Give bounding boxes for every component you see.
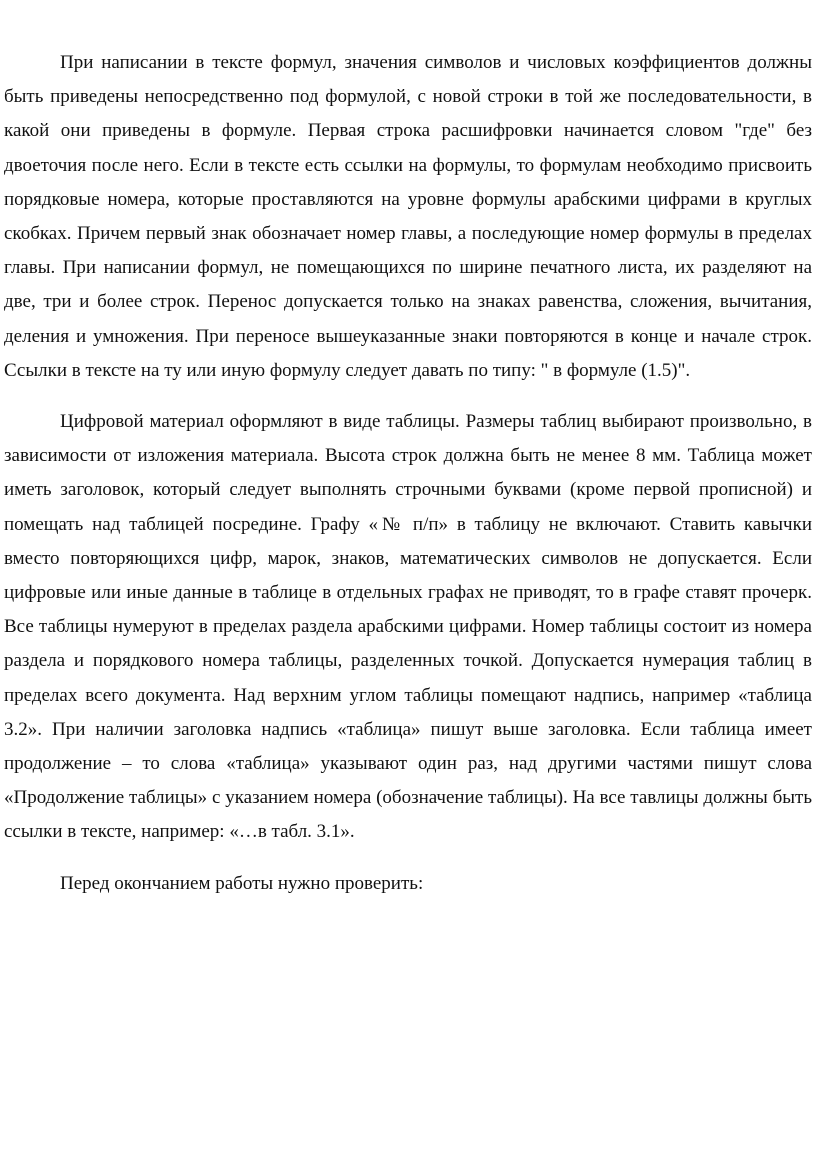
paragraph-formulas: При написании в тексте формул, значения символов и числовых коэффициентов должны быть приведены непосредственно под формулой, с новой строки в той же последовательности, в какой они приведены в формуле. Первая строка расшифровки начинается словом "где" без двоеточия после него. Если в тексте есть ссылки на формулы, то формулам необходимо присвоить порядковые номера, которые проставляются на уровне формулы арабскими цифрами в круглых скобках. Причем первый знак обозначает номер главы, а последующие номер формулы в пределах главы. При написании формул, не помещающихся по ширине печатного листа, их разделяют на две, три и более строк. Перенос допускается только на знаках равенства, сложения, вычитания, деления и умножения. При переносе вышеуказанные знаки повторяются в конце и начале строк. Ссылки в тексте на ту или иную формулу следует давать по типу: " в формуле (1.5)". xyxy=(4,52,812,381)
paragraph-check-before-finish: Перед окончанием работы нужно проверить: xyxy=(60,872,424,894)
paragraph-tables: Цифровой материал оформляют в виде таблицы. Размеры таблиц выбирают произвольно, в зависимости от изложения материала. Высота строк должна быть не менее 8 мм. Таблица может иметь заголовок, который следует выполнять строчными буквами (кроме первой прописной) и помещать над таблицей посредине. Графу «№ п/п» в таблицу не включают. Ставить кавычки вместо повторяющихся цифр, марок, знаков, математических символов не допускается. Если цифровые или иные данные в таблице в отдельных графах не приводят, то в графе ставят прочерк. Все таблицы нумеруют в пределах раздела арабскими цифрами. Номер таблицы состоит из номера раздела и порядкового номера таблицы, разделенных точкой. Допускается нумерация таблиц в пределах всего документа. Над верхним углом таблицы помещают надпись, например «таблица 3.2». При наличии заголовка надпись «таблица» пишут выше заголовка. Если таблица имеет продолжение – то слова «таблица» указывают один раз, над другими частями пишут слова «Продолжение таблицы» с указанием номера (обозначение таблицы). На все тавлицы должны быть ссылки в тексте, например: «…в табл. 3.1». xyxy=(4,411,812,843)
